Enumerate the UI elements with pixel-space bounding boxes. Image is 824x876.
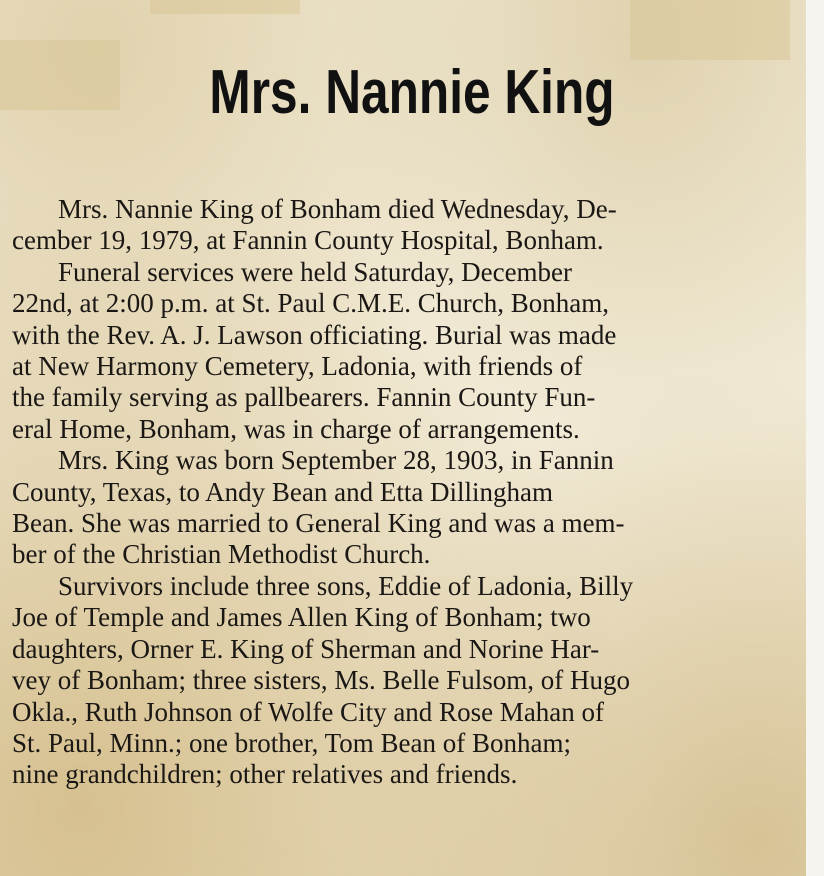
text-line: Joe of Temple and James Allen King of Bonham; two	[12, 602, 591, 633]
text-line: St. Paul, Minn.; one brother, Tom Bean of Bonham;	[12, 727, 571, 758]
text-line: County, Texas, to Andy Bean and Etta Dillingham	[12, 476, 554, 507]
page-margin	[806, 0, 824, 876]
text-line: Mrs. Nannie King of Bonham died Wednesday, De-	[58, 194, 617, 224]
text-line: at New Harmony Cemetery, Ladonia, with friends of	[12, 351, 583, 382]
tape-stain	[150, 0, 300, 14]
text-line: with the Rev. A. J. Lawson officiating. Burial was made	[12, 319, 617, 350]
text-line: daughters, Orner E. King of Sherman and Norine Har-	[12, 633, 600, 664]
text-line: the family serving as pallbearers. Fannin County Fun-	[12, 382, 596, 413]
text-line: Funeral services were held Saturday, December	[58, 256, 573, 287]
text-line: Mrs. King was born September 28, 1903, in Fannin	[58, 445, 614, 476]
text-line: eral Home, Bonham, was in charge of arrangements.	[12, 413, 580, 444]
text-line: Survivors include three sons, Eddie of Ladonia, Billy	[58, 570, 634, 601]
text-line: cember 19, 1979, at Fannin County Hospital, Bonham.	[12, 225, 604, 256]
text-line: vey of Bonham; three sisters, Ms. Belle Fulsom, of Hugo	[12, 665, 630, 696]
text-line: Bean. She was married to General King and was a mem-	[12, 508, 625, 539]
headline: Mrs. Nannie King	[209, 58, 615, 127]
obituary-text	[12, 194, 816, 791]
text-line: nine grandchildren; other relatives and friends.	[12, 759, 518, 790]
text-line: 22nd, at 2:00 p.m. at St. Paul C.M.E. Church, Bonham,	[12, 288, 609, 319]
text-line: Okla., Ruth Johnson of Wolfe City and Rose Mahan of	[12, 696, 605, 727]
text-line: ber of the Christian Methodist Church.	[12, 539, 431, 570]
